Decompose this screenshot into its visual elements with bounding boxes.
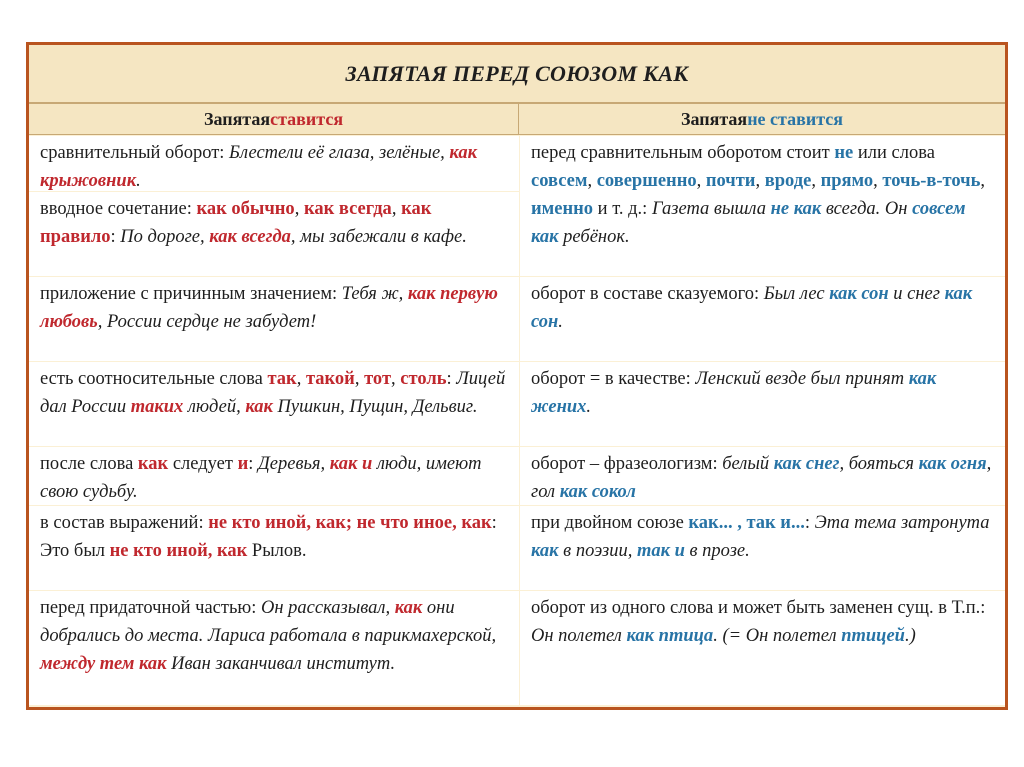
header-comma-placed bbox=[29, 104, 519, 135]
highlighted-phrase: так bbox=[267, 369, 297, 389]
example-text: . bbox=[136, 171, 141, 191]
highlighted-phrase: совсем bbox=[531, 171, 588, 191]
rule-text: , bbox=[296, 369, 306, 389]
rule-text: Запятая bbox=[681, 108, 748, 129]
example-text: , бояться bbox=[839, 454, 919, 474]
highlighted-phrase: как снег bbox=[773, 454, 840, 474]
example-text: . bbox=[558, 312, 563, 332]
example-text: , России сердце не забудет! bbox=[97, 312, 317, 332]
left-cell-comparative bbox=[29, 136, 519, 191]
highlighted-phrase: как обычно bbox=[196, 199, 295, 219]
example-text: . bbox=[586, 397, 592, 417]
highlighted-phrase: как bbox=[137, 454, 169, 474]
rule-text: оборот – фразеологизм: bbox=[531, 454, 723, 474]
rule-text: перед придаточной частью: bbox=[40, 598, 261, 618]
left-cell-correlative bbox=[29, 362, 519, 446]
highlighted-phrase: как bbox=[394, 598, 423, 618]
highlighted-phrase: не кто иной, как bbox=[109, 541, 248, 561]
highlighted-phrase: как сон bbox=[829, 284, 889, 304]
rule-text: , bbox=[587, 171, 597, 191]
rule-text: : bbox=[446, 369, 457, 389]
rule-text: : bbox=[110, 227, 121, 247]
highlighted-phrase: совершенно bbox=[596, 171, 697, 191]
highlighted-phrase: птицей bbox=[841, 626, 905, 646]
left-cell-kak-i bbox=[29, 447, 519, 505]
rule-text: , bbox=[811, 171, 821, 191]
rule-text: , bbox=[391, 369, 401, 389]
example-text: они добрались до места. Лариса работала в парикмахерской, bbox=[40, 598, 497, 646]
example-text: люди, имеют свою судьбу. bbox=[40, 454, 482, 502]
rule-text: : bbox=[804, 513, 815, 533]
highlighted-phrase: именно bbox=[531, 199, 594, 219]
example-text: Эта тема затронута bbox=[814, 513, 990, 533]
highlighted-phrase: между тем как bbox=[40, 654, 167, 674]
example-text: , гол bbox=[531, 454, 992, 502]
rule-text: , bbox=[755, 171, 765, 191]
highlighted-phrase: ставится bbox=[270, 108, 344, 129]
example-text: людей, bbox=[183, 397, 246, 417]
rule-text: есть соотносительные слова bbox=[40, 369, 268, 389]
rule-text: , bbox=[354, 369, 365, 389]
highlighted-phrase: вроде bbox=[764, 171, 812, 191]
left-cell-subordinate bbox=[29, 591, 519, 705]
right-cell-single-word bbox=[520, 591, 1005, 705]
example-text: Лицей дал России bbox=[40, 369, 506, 417]
highlighted-phrase: не как bbox=[770, 199, 822, 219]
right-cell-double-conjunction bbox=[520, 506, 1005, 590]
example-text: в прозе. bbox=[684, 541, 750, 561]
rule-text: оборот в составе сказуемого: bbox=[531, 284, 764, 304]
left-cell-introductory bbox=[29, 192, 519, 276]
example-text: в поэзии, bbox=[558, 541, 637, 561]
highlighted-phrase: почти bbox=[705, 171, 756, 191]
rule-text: или слова bbox=[853, 143, 935, 163]
rule-text: сравнительный оборот: bbox=[40, 143, 230, 163]
rule-text: Запятая bbox=[203, 108, 271, 129]
rule-text: в состав выражений: bbox=[40, 513, 209, 533]
rule-text: после слова bbox=[40, 454, 138, 474]
highlighted-phrase: и bbox=[237, 454, 249, 474]
rule-text: вводное сочетание: bbox=[40, 199, 197, 219]
example-text: Газета вышла bbox=[651, 199, 771, 219]
rule-table bbox=[26, 42, 1008, 710]
example-text: Был лес bbox=[763, 284, 830, 304]
example-text: белый bbox=[722, 454, 774, 474]
rule-text: , bbox=[980, 171, 985, 191]
example-text: всегда. Он bbox=[821, 199, 913, 219]
highlighted-phrase: как правило bbox=[40, 199, 432, 247]
highlighted-phrase: точь-в-точь bbox=[882, 171, 981, 191]
highlighted-phrase: столь bbox=[400, 369, 447, 389]
highlighted-phrase: как сон bbox=[531, 284, 973, 332]
rule-text: , bbox=[696, 171, 706, 191]
right-cell-predicate bbox=[520, 277, 1005, 361]
example-text: Блестели её глаза, зелёные, bbox=[229, 143, 450, 163]
highlighted-phrase: как первую любовь bbox=[40, 284, 498, 332]
rule-text: перед сравнительным оборотом стоит bbox=[531, 143, 835, 163]
example-text: ребёнок. bbox=[558, 227, 630, 247]
highlighted-phrase: как огня bbox=[918, 454, 987, 474]
rule-text: , bbox=[873, 171, 883, 191]
highlighted-phrase: прямо bbox=[820, 171, 874, 191]
highlighted-phrase: таких bbox=[130, 397, 184, 417]
example-text: Он рассказывал, bbox=[261, 598, 395, 618]
left-cell-apposition bbox=[29, 277, 519, 361]
rule-text: при двойном союзе bbox=[531, 513, 689, 533]
highlighted-phrase: как птица bbox=[626, 626, 714, 646]
highlighted-phrase: как bbox=[245, 397, 273, 417]
example-text: .) bbox=[904, 626, 916, 646]
highlighted-phrase: как сокол bbox=[559, 482, 636, 502]
right-cell-comparative-negated bbox=[520, 136, 1005, 276]
example-text: По дороге, bbox=[120, 227, 210, 247]
example-text: Ленский везде был принят bbox=[695, 369, 909, 389]
rule-text: оборот из одного слова и может быть заменен сущ. в Т.п.: bbox=[531, 598, 986, 618]
rule-text: оборот = в качестве: bbox=[531, 369, 696, 389]
highlighted-phrase: совсем как bbox=[531, 199, 966, 247]
rule-text: : bbox=[248, 454, 259, 474]
rule-text: и т. д.: bbox=[593, 199, 652, 219]
highlighted-phrase: так и bbox=[636, 541, 685, 561]
highlighted-phrase: как всегда bbox=[209, 227, 291, 247]
example-text: . (= Он полетел bbox=[713, 626, 842, 646]
highlighted-phrase: тот bbox=[364, 369, 392, 389]
example-text: Тебя ж, bbox=[341, 284, 408, 304]
rule-text: : Это был bbox=[40, 513, 497, 561]
highlighted-phrase: не кто иной, как; не что иное, как bbox=[208, 513, 492, 533]
right-cell-as-role bbox=[520, 362, 1005, 446]
rule-text: , bbox=[294, 199, 304, 219]
rule-text: следует bbox=[168, 454, 238, 474]
example-text: Деревья, bbox=[258, 454, 330, 474]
highlighted-phrase: как жених bbox=[531, 369, 937, 417]
example-text: Он полетел bbox=[531, 626, 627, 646]
highlighted-phrase: как bbox=[531, 541, 559, 561]
rule-text: приложение с причинным значением: bbox=[40, 284, 342, 304]
right-cell-idiom bbox=[520, 447, 1005, 505]
rule-text: Рылов. bbox=[247, 541, 307, 561]
highlighted-phrase: не bbox=[834, 143, 854, 163]
highlighted-phrase: как крыжовник bbox=[40, 143, 477, 191]
highlighted-phrase: такой bbox=[305, 369, 355, 389]
highlighted-phrase: как всегда bbox=[303, 199, 392, 219]
highlighted-phrase: как и bbox=[329, 454, 373, 474]
left-cell-expressions bbox=[29, 506, 519, 590]
rule-text: , bbox=[391, 199, 402, 219]
example-text: , мы забежали в кафе. bbox=[290, 227, 467, 247]
highlighted-phrase: как... , так и... bbox=[688, 513, 805, 533]
highlighted-phrase: не ставится bbox=[747, 108, 843, 129]
example-text: Пушкин, Пущин, Дельвиг. bbox=[272, 397, 478, 417]
example-text: и снег bbox=[888, 284, 945, 304]
table-title: ЗАПЯТАЯ ПЕРЕД СОЮЗОМ КАК bbox=[29, 45, 1005, 104]
header-comma-not-placed bbox=[519, 104, 1005, 135]
example-text: Иван заканчивал институт. bbox=[166, 654, 396, 674]
